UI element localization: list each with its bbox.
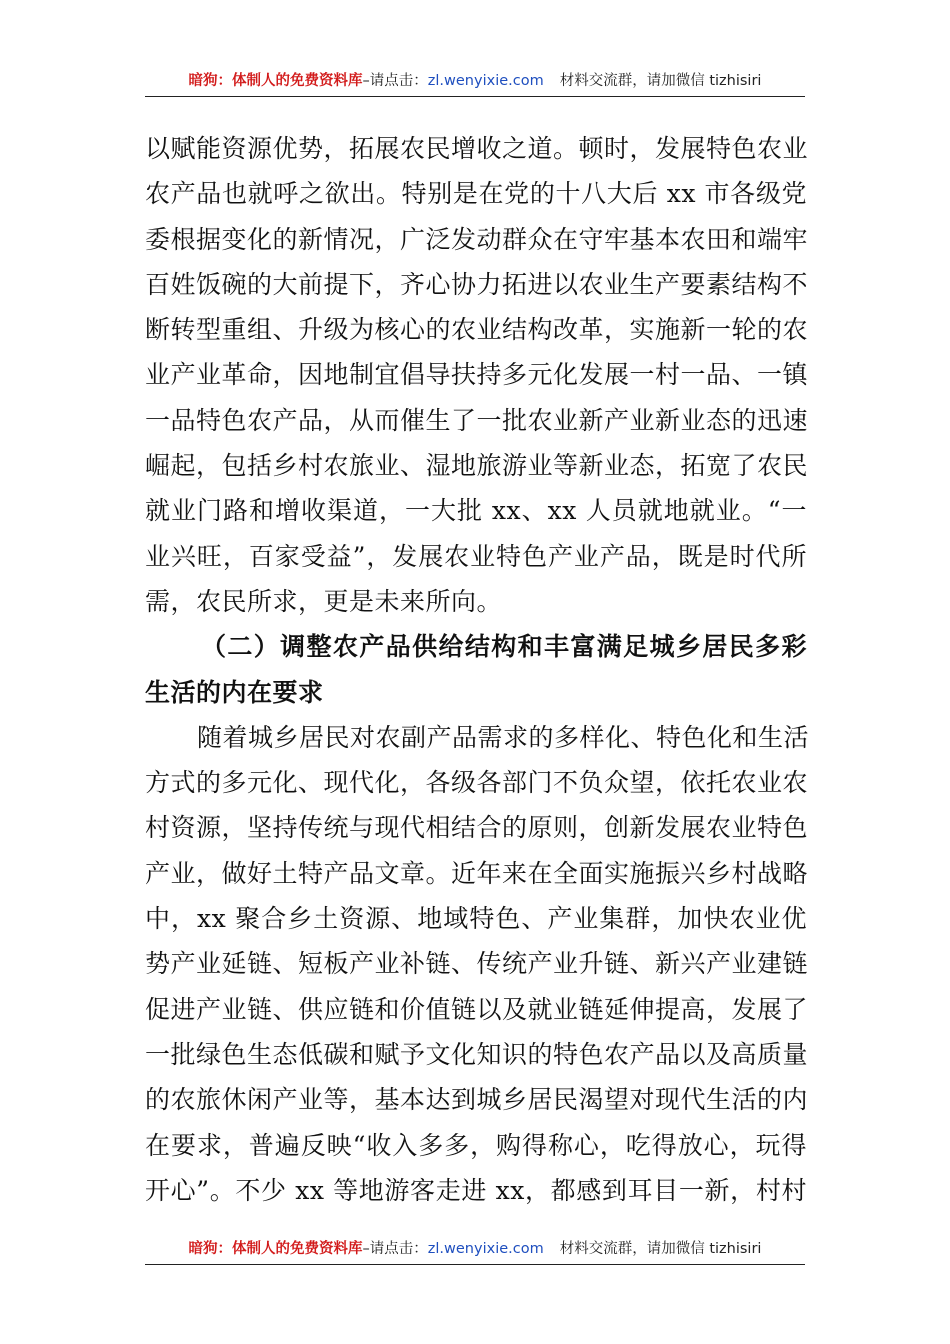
text-line: 断转型重组、升级为核心的农业结构改革，实施新一轮的农 — [145, 315, 809, 345]
header-link[interactable]: zl.wenyixie.com — [427, 73, 544, 89]
document-body — [145, 126, 810, 1213]
text-line: 崛起，包括乡村农旅业、湿地旅游业等新业态，拓宽了农民 — [145, 451, 809, 481]
text-line: 就业门路和增收渠道，一大批 xx、xx 人员就地就业。“一 — [145, 496, 807, 526]
text-line: 势产业延链、短板产业补链、传统产业升链、新兴产业建链 — [145, 949, 809, 979]
text-line: 一品特色农产品，从而催生了一批农业新产业新业态的迅速 — [145, 405, 809, 435]
text-line: 方式的多元化、现代化，各级各部门不负众望，依托农业农 — [145, 768, 809, 798]
section-heading — [145, 624, 807, 715]
text-line: 开心”。不少 xx 等地游客走进 xx，都感到耳目一新，村村 — [145, 1175, 807, 1205]
text-line: 业产业革命，因地制宜倡导扶持多元化发展一村一品、一镇 — [145, 360, 809, 390]
header-extra-text: 材料交流群，请加微信 tizhisiri — [559, 73, 762, 89]
header-prefix-text: –请点击： — [362, 73, 428, 89]
page-header-banner — [145, 66, 805, 97]
text-line: 农产品也就呼之欲出。特别是在党的十八大后 xx 市各级党 — [145, 179, 807, 209]
text-line: 需，农民所求，更是未来所向。 — [145, 586, 503, 616]
text-line: 一批绿色生态低碳和赋予文化知识的特色农产品以及高质量 — [145, 1039, 809, 1069]
heading-line: （二）调整农产品供给结构和丰富满足城乡居民多彩 — [201, 632, 807, 662]
text-line: 委根据变化的新情况，广泛发动群众在守牢基本农田和端牢 — [145, 224, 809, 254]
text-line: 随着城乡居民对农副产品需求的多样化、特色化和生活 — [197, 722, 810, 752]
text-line: 村资源，坚持传统与现代相结合的原则，创新发展农业特色 — [145, 813, 809, 843]
paragraph-2 — [145, 715, 810, 1213]
heading-line: 生活的内在要求 — [145, 677, 324, 707]
text-line: 中，xx 聚合乡土资源、地域特色、产业集群，加快农业优 — [145, 904, 807, 934]
header-brand-text: 暗狗：体制人的免费资料库 — [188, 73, 363, 89]
text-line: 产业，做好土特产品文章。近年来在全面实施振兴乡村战略 — [145, 858, 809, 888]
text-line: 促进产业链、供应链和价值链以及就业链延伸提高，发展了 — [145, 994, 809, 1024]
text-line: 以赋能资源优势，拓展农民增收之道。顿时，发展特色农业 — [145, 134, 809, 163]
footer-link[interactable]: zl.wenyixie.com — [427, 1241, 544, 1257]
text-line: 业兴旺，百家受益”，发展农业特色产业产品，既是时代所 — [145, 541, 807, 571]
footer-extra-text: 材料交流群，请加微信 tizhisiri — [559, 1241, 762, 1257]
footer-brand-text: 暗狗：体制人的免费资料库 — [188, 1241, 363, 1257]
text-line: 的农旅休闲产业等，基本达到城乡居民渴望对现代生活的内 — [145, 1085, 809, 1115]
paragraph-1 — [145, 126, 807, 624]
page-footer-banner — [145, 1234, 805, 1265]
text-line: 百姓饭碗的大前提下，齐心协力拓进以农业生产要素结构不 — [145, 269, 809, 299]
footer-prefix-text: –请点击： — [362, 1241, 428, 1257]
text-line: 在要求，普遍反映“收入多多，购得称心，吃得放心，玩得 — [145, 1130, 807, 1160]
